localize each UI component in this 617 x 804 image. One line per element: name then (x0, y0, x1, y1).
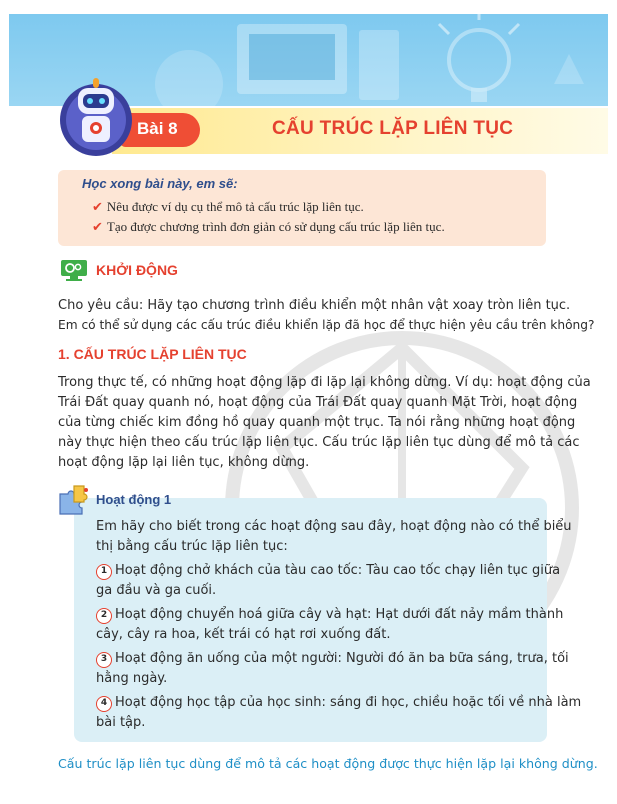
item-number-badge: 1 (96, 564, 112, 580)
warmup-line: Cho yêu cầu: Hãy tạo chương trình điều khiển một nhân vật xoay tròn liên tục. (58, 298, 571, 313)
item-number-badge: 2 (96, 608, 112, 624)
activity-item (96, 607, 563, 624)
item-text: Hoạt động chuyển hoá giữa cây và hạt: Hạt dưới đất nảy mầm thành (115, 607, 564, 622)
activity-intro-line: thị bằng cấu trúc lặp liên tục: (96, 539, 288, 554)
objective-text: Nêu được ví dụ cụ thể mô tả cấu trúc lặp liên tục. (106, 199, 364, 214)
checkmark-icon: ✔ (92, 220, 103, 235)
activity-item (96, 563, 560, 580)
conclusion-text: Cấu trúc lặp liên tục dùng để mô tả các hoạt động được thực hiện lặp lại không dừng. (58, 756, 598, 771)
section-line: của từng chiếc kim đồng hồ quay quanh một trục. Ta nói rằng những hoạt động (58, 415, 576, 430)
item-text: Hoạt động chở khách của tàu cao tốc: Tàu cao tốc chạy liên tục giữa (115, 563, 561, 578)
section-line: hoạt động lặp lại liên tục, không dừng. (58, 455, 310, 470)
objective-item (92, 219, 445, 235)
checkmark-icon: ✔ (92, 200, 103, 215)
section-line: Trái Đất quay quanh nó, hoạt động của Trái Đất quay quanh Mặt Trời, hoạt động (58, 395, 578, 410)
gears-monitor-icon (60, 259, 88, 281)
section-title: 1. CẤU TRÚC LẶP LIÊN TỤC (58, 346, 247, 362)
robot-mascot-icon (56, 74, 136, 158)
activity-item (96, 651, 569, 668)
warmup-line: Em có thể sử dụng các cấu trúc điều khiển lặp đã học để thực hiện yêu cầu trên không? (58, 318, 595, 332)
lesson-title: CẤU TRÚC LẶP LIÊN TỤC (272, 118, 514, 139)
item-text: Hoạt động ăn uống của một người: Người đó ăn ba bữa sáng, trưa, tối (115, 651, 569, 666)
activity-item-continued: ga đầu và ga cuối. (96, 583, 217, 598)
activity-intro-line: Em hãy cho biết trong các hoạt động sau đây, hoạt động nào có thể biểu (96, 519, 572, 534)
warmup-title: KHỞI ĐỘNG (96, 262, 178, 278)
activity-item-continued: hằng ngày. (96, 671, 168, 686)
section-line: Trong thực tế, có những hoạt động lặp đi lặp lại không dừng. Ví dụ: hoạt động của (58, 375, 591, 390)
activity-title: Hoạt động 1 (96, 492, 172, 507)
item-number-badge: 3 (96, 652, 112, 668)
activity-item (96, 695, 581, 712)
activity-item-continued: bài tập. (96, 715, 146, 730)
objective-text: Tạo được chương trình đơn giản có sử dụng cấu trúc lặp liên tục. (106, 219, 445, 234)
section-line: này thực hiện theo cấu trúc lặp liên tục. Cấu trúc lặp liên tục dùng để mô tả các (58, 435, 580, 450)
activity-item-continued: cây, cây ra hoa, kết trái có hạt rơi xuống đất. (96, 627, 391, 642)
lesson-number: Bài 8 (137, 119, 178, 138)
puzzle-icon (56, 484, 92, 516)
item-number-badge: 4 (96, 696, 112, 712)
objectives-heading: Học xong bài này, em sẽ: (82, 176, 238, 191)
item-text: Hoạt động học tập của học sinh: sáng đi học, chiều hoặc tối về nhà làm (115, 695, 582, 710)
objective-item (92, 199, 364, 215)
